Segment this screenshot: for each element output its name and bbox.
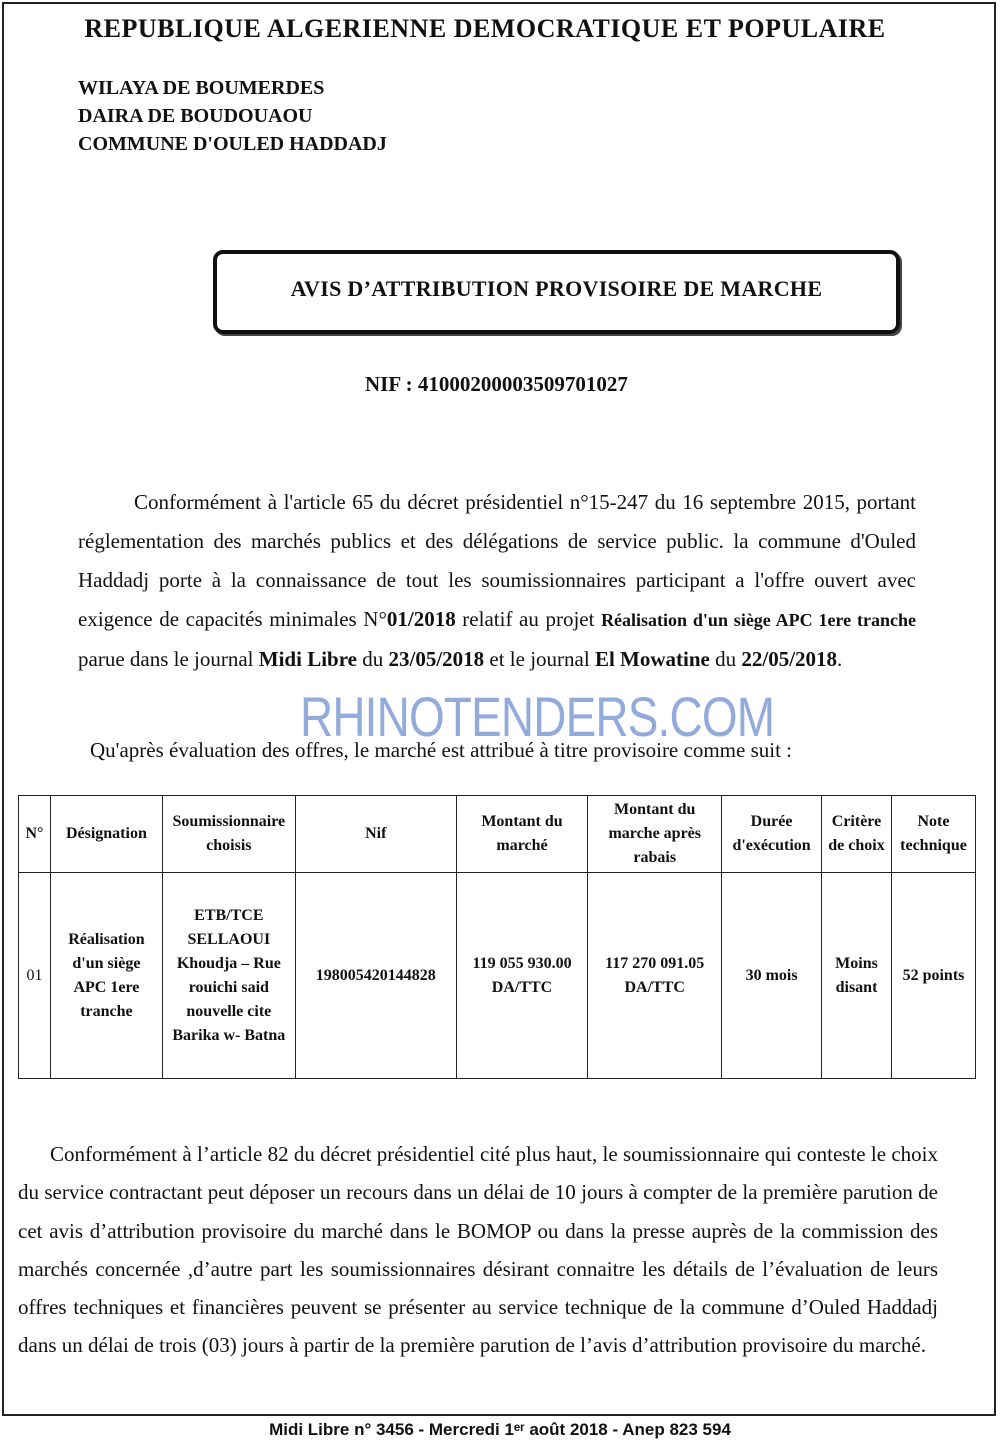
offer-reference: 01/2018 bbox=[386, 607, 456, 631]
table-row bbox=[19, 873, 976, 1079]
header-designation: Désignation bbox=[50, 796, 162, 873]
journal-1: Midi Libre bbox=[258, 647, 357, 671]
intro-text-3: parue dans le journal bbox=[78, 647, 259, 671]
header-num: N° bbox=[19, 796, 51, 873]
intro-text-6: du bbox=[709, 647, 742, 671]
wilaya-line: WILAYA DE BOUMERDES bbox=[78, 77, 325, 99]
watermark: RHINOTENDERS.COM bbox=[300, 685, 775, 748]
administration-block bbox=[78, 74, 387, 158]
header-soumissionnaire: Soumissionnaire choisis bbox=[162, 796, 295, 873]
republic-title: REPUBLIQUE ALGERIENNE DEMOCRATIQUE ET POPULAIRE bbox=[84, 14, 886, 43]
recourse-paragraph bbox=[18, 1135, 938, 1365]
footer-line: Midi Libre n° 3456 - Mercredi 1ᵉʳ août 2018 - Anep 823 594 bbox=[269, 1420, 731, 1439]
nif-line: NIF : 41000200003509701027 bbox=[365, 372, 628, 396]
cell-montant-rabais: 117 270 091.05 DA/TTC bbox=[588, 873, 722, 1079]
header-critere: Critère de choix bbox=[822, 796, 892, 873]
evaluation-sentence: Qu'après évaluation des offres, le marché est attribué à titre provisoire comme suit : bbox=[90, 738, 792, 762]
header-nif: Nif bbox=[295, 796, 456, 873]
cell-note: 52 points bbox=[891, 873, 975, 1079]
cell-nif: 198005420144828 bbox=[295, 873, 456, 1079]
attribution-table bbox=[18, 795, 976, 1079]
project-name: Réalisation d'un siège APC 1ere tranche bbox=[601, 610, 916, 630]
cell-duree: 30 mois bbox=[722, 873, 822, 1079]
recourse-text: Conformément à l’article 82 du décret présidentiel cité plus haut, le soumissionnaire qui conteste le choix du service contractant peut déposer un recours dans un délai de 10 jours à compter de la première parution de cet avis d’attribution provisoire du marché dans le BOMOP ou dans la presse auprès de la commission des marchés concernée ,d’autre part les soumissionnaires désirant connaitre les détails de l’évaluation de leurs offres techniques et financières peuvent se présenter au service technique de la commune d’Ouled Haddadj dans un délai de trois (03) jours à partir de la première parution de l’avis d’attribution provisoire du marché. bbox=[18, 1142, 938, 1358]
avis-title-box bbox=[213, 250, 900, 334]
intro-text-4: du bbox=[356, 647, 389, 671]
intro-text-2: relatif au projet bbox=[455, 607, 602, 631]
intro-text-7: . bbox=[837, 647, 843, 671]
commune-line: COMMUNE D'OULED HADDADJ bbox=[78, 133, 387, 155]
header-montant: Montant du marché bbox=[456, 796, 588, 873]
date-2: 22/05/2018 bbox=[741, 647, 838, 671]
cell-soumissionnaire: ETB/TCE SELLAOUI Khoudja – Rue rouichi said nouvelle cite Barika w- Batna bbox=[162, 873, 295, 1079]
table-header-row bbox=[19, 796, 976, 873]
avis-title: AVIS D’ATTRIBUTION PROVISOIRE DE MARCHE bbox=[290, 276, 823, 301]
cell-num: 01 bbox=[19, 873, 51, 1079]
header-duree: Durée d'exécution bbox=[722, 796, 822, 873]
journal-2: El Mowatine bbox=[594, 647, 710, 671]
cell-montant: 119 055 930.00 DA/TTC bbox=[456, 873, 588, 1079]
date-1: 23/05/2018 bbox=[388, 647, 485, 671]
daira-line: DAIRA DE BOUDOUAOU bbox=[78, 105, 313, 127]
cell-critere: Moins disant bbox=[822, 873, 892, 1079]
intro-paragraph bbox=[78, 483, 916, 679]
intro-text-5: et le journal bbox=[484, 647, 595, 671]
cell-designation: Réalisation d'un siège APC 1ere tranche bbox=[50, 873, 162, 1079]
header-note: Note technique bbox=[891, 796, 975, 873]
header-montant-rabais: Montant du marche après rabais bbox=[588, 796, 722, 873]
intro-text-1: Conformément à l'article 65 du décret présidentiel n°15-247 du 16 septembre 2015, portant réglementation des marchés publics et des délégations de service public. la commune d'Ouled Haddadj porte à la connaissance de tout les soumissionnaires participant a l'offre ouvert avec exigence de capacités minimales N° bbox=[78, 490, 916, 631]
